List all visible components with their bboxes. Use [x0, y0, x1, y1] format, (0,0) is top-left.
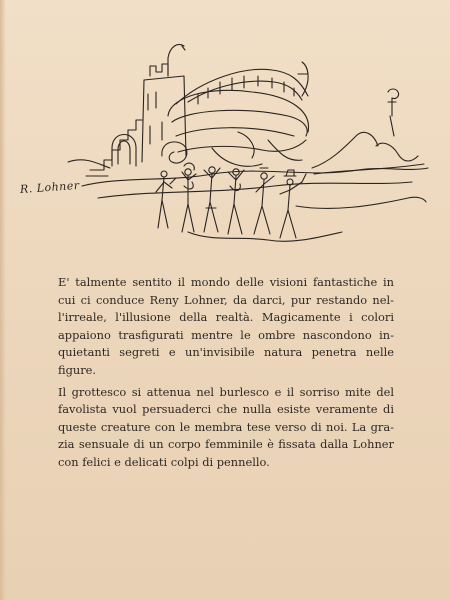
line-drawing-illustration — [12, 36, 432, 248]
paragraph-2 — [58, 384, 394, 472]
text-line: con felici e delicati colpi di pennello. — [58, 454, 270, 469]
text-line: zia sensuale di un corpo femminile è fissata dalla Lohner — [58, 437, 394, 452]
paragraph-1 — [58, 274, 394, 380]
text-line: figure. — [58, 362, 97, 377]
text-line: appaiono trasfigurati mentre le ombre nascondono in- — [58, 327, 394, 342]
body-text — [58, 274, 394, 476]
text-line: cui ci conduce Reny Lohner, da darci, pur restando nel- — [58, 292, 394, 307]
text-line: Il grottesco si attenua nel burlesco e il sorriso mite del — [58, 384, 394, 399]
text-line: E' talmente sentito il mondo delle visioni fantastiche in — [58, 275, 394, 289]
text-line: quietanti segreti e un'invisibile natura penetra nelle — [58, 345, 394, 360]
artist-signature: R. Lohner — [19, 178, 80, 196]
text-line: queste creature con le membra tese verso di noi. La gra- — [58, 419, 394, 434]
text-line: favolista vuol persuaderci che nulla esiste veramente di — [58, 402, 394, 417]
text-line: l'irreale, l'illusione della realtà. Magicamente i colori — [58, 310, 394, 325]
